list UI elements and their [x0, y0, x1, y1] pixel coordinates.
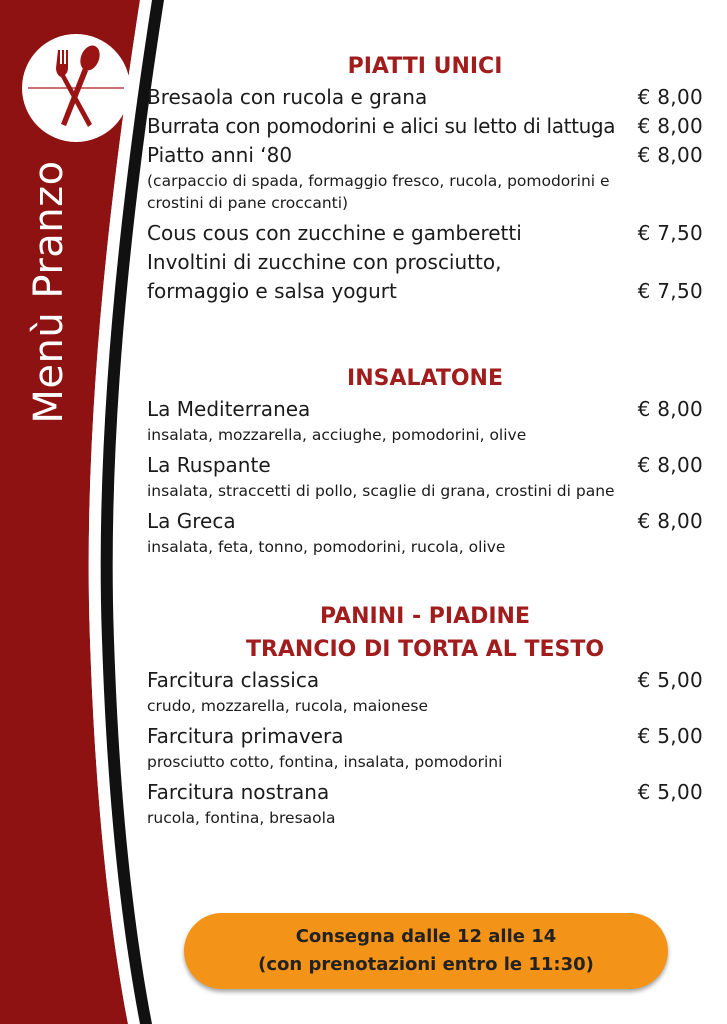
item-name: Cous cous con zucchine e gamberetti — [147, 221, 522, 245]
menu-item — [147, 112, 703, 141]
item-price: € 7,50 — [637, 221, 703, 245]
item-description: prosciutto cotto, fontina, insalata, pomodorini — [147, 753, 503, 771]
menu-item — [147, 141, 703, 170]
item-description: insalata, straccetti di pollo, scaglie di grana, crostini di pane — [147, 482, 615, 500]
item-name: La Mediterranea — [147, 397, 311, 421]
item-name: La Ruspante — [147, 453, 271, 477]
menu-content — [147, 50, 703, 834]
item-name: Farcitura nostrana — [147, 780, 330, 804]
item-description: insalata, feta, tonno, pomodorini, rucola, olive — [147, 538, 506, 556]
menu-item — [147, 451, 703, 480]
menu-item — [147, 219, 703, 248]
section-subtitle: TRANCIO DI TORTA AL TESTO — [245, 637, 605, 662]
menu-item — [147, 666, 703, 695]
item-name: Piatto anni ‘80 — [147, 143, 293, 167]
banner-line-1: Consegna dalle 12 alle 14 — [295, 926, 557, 947]
section-piatti-unici — [147, 50, 703, 306]
item-name: Involtini di zucchine con prosciutto, — [147, 250, 502, 274]
menu-item-continued — [147, 277, 703, 306]
item-name: La Greca — [147, 509, 236, 533]
item-description: (carpaccio di spada, formaggio fresco, rucola, pomodorini e crostini di pane croccanti) — [147, 172, 610, 212]
menu-item — [147, 507, 703, 536]
item-price: € 5,00 — [637, 780, 703, 804]
item-price: € 5,00 — [637, 724, 703, 748]
side-title: Menù Pranzo — [26, 160, 72, 424]
item-name: Farcitura primavera — [147, 724, 344, 748]
item-description: insalata, mozzarella, acciughe, pomodorini, olive — [147, 426, 527, 444]
item-name: Burrata con pomodorini e alici su letto di lattuga — [147, 114, 616, 138]
item-name: Bresaola con rucola e grana — [147, 85, 428, 109]
section-insalatone — [147, 362, 703, 558]
menu-item — [147, 83, 703, 112]
delivery-banner — [184, 913, 668, 989]
item-name: Farcitura classica — [147, 668, 320, 692]
section-title: PANINI - PIADINE — [320, 604, 530, 629]
section-panini-piadine — [147, 600, 703, 829]
item-description: crudo, mozzarella, rucola, maionese — [147, 697, 428, 715]
item-price: € 8,00 — [637, 85, 703, 109]
item-description: rucola, fontina, bresaola — [147, 809, 336, 827]
menu-item — [147, 248, 703, 277]
item-price: € 8,00 — [637, 509, 703, 533]
banner-line-2: (con prenotazioni entro le 11:30) — [258, 954, 594, 975]
item-price: € 8,00 — [637, 114, 703, 138]
item-price: € 8,00 — [637, 397, 703, 421]
section-title: PIATTI UNICI — [347, 54, 503, 79]
logo — [22, 34, 130, 142]
item-price: € 8,00 — [637, 453, 703, 477]
menu-item — [147, 778, 703, 807]
item-price: € 5,00 — [637, 668, 703, 692]
item-price: € 8,00 — [637, 143, 703, 167]
menu-item — [147, 722, 703, 751]
item-price: € 7,50 — [637, 279, 703, 303]
item-name: formaggio e salsa yogurt — [147, 279, 397, 303]
section-title: INSALATONE — [347, 366, 503, 391]
menu-item — [147, 395, 703, 424]
fork-and-spoon-icon — [22, 34, 130, 142]
